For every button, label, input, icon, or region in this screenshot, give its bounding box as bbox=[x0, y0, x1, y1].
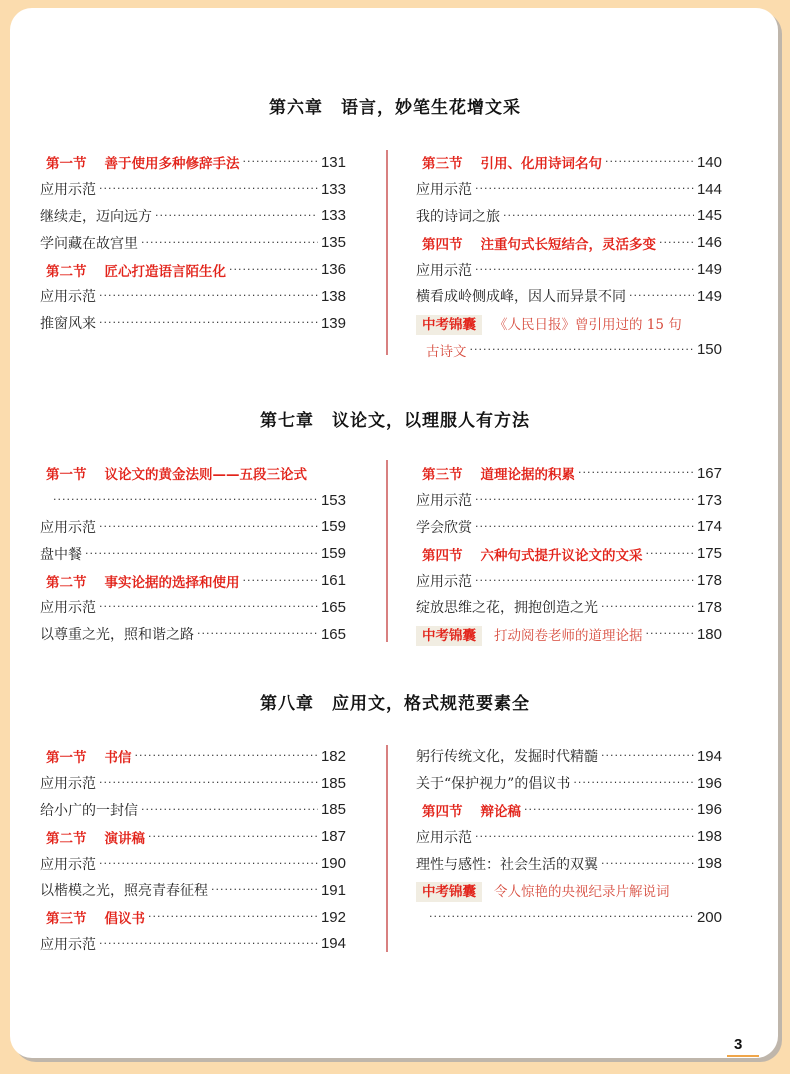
dot-leader bbox=[429, 910, 694, 924]
toc-entry[interactable] bbox=[40, 823, 346, 850]
entry-label bbox=[416, 517, 472, 537]
entry-label bbox=[416, 746, 598, 766]
dot-leader bbox=[578, 466, 694, 480]
dot-leader bbox=[141, 236, 318, 250]
dot-leader bbox=[243, 574, 318, 588]
section-number: 第四节 bbox=[422, 547, 463, 564]
toc-entry[interactable] bbox=[416, 823, 722, 850]
toc-column-left bbox=[40, 149, 346, 337]
entry-label bbox=[416, 152, 602, 172]
dot-leader bbox=[475, 263, 694, 277]
entry-title: 绽放思维之花，拥抱创造之光 bbox=[416, 600, 598, 617]
section-number: 第二节 bbox=[46, 263, 87, 280]
dot-leader bbox=[601, 600, 694, 614]
toc-column-right bbox=[416, 460, 722, 648]
page-ref: 185 bbox=[320, 801, 346, 819]
entry-label bbox=[40, 571, 240, 591]
page-ref: 140 bbox=[696, 153, 722, 171]
page-ref: 149 bbox=[696, 261, 722, 279]
chapter-title bbox=[0, 93, 790, 118]
page-ref: 153 bbox=[320, 491, 346, 509]
entry-label bbox=[416, 313, 682, 333]
dot-leader bbox=[629, 289, 694, 303]
toc-entry[interactable] bbox=[40, 567, 346, 594]
section-number: 第一节 bbox=[46, 156, 87, 173]
page-ref: 198 bbox=[696, 828, 722, 846]
column-divider bbox=[386, 150, 388, 355]
dot-leader bbox=[135, 749, 318, 763]
entry-title: 学问藏在故宫里 bbox=[40, 235, 138, 252]
toc-entry[interactable] bbox=[40, 850, 346, 877]
toc-entry[interactable] bbox=[416, 567, 722, 594]
page-ref: 196 bbox=[696, 801, 722, 819]
entry-title: 以楷模之光，照亮青春征程 bbox=[40, 883, 208, 900]
dot-leader bbox=[85, 547, 318, 561]
section-number: 第二节 bbox=[46, 574, 87, 591]
entry-label bbox=[416, 597, 598, 617]
entry-label bbox=[416, 800, 521, 820]
chapter-name: 议论文，以理服人有方法 bbox=[332, 411, 530, 431]
entry-title: 给小广的一封信 bbox=[40, 802, 138, 819]
toc-entry[interactable] bbox=[416, 203, 722, 230]
entry-title: 盘中餐 bbox=[40, 546, 82, 563]
toc-entry[interactable] bbox=[40, 743, 346, 770]
page-ref: 200 bbox=[696, 908, 722, 926]
toc-entry[interactable] bbox=[416, 460, 722, 487]
entry-label bbox=[40, 152, 240, 172]
section-title: 善于使用多种修辞手法 bbox=[104, 156, 240, 173]
page-ref: 133 bbox=[320, 207, 346, 225]
toc-entry[interactable] bbox=[40, 310, 346, 337]
dot-leader bbox=[148, 910, 318, 924]
dot-leader bbox=[99, 937, 318, 951]
chapter-title bbox=[0, 689, 790, 714]
page-ref: 190 bbox=[320, 855, 346, 873]
dot-leader bbox=[99, 776, 318, 790]
entry-title: 应用示范 bbox=[416, 573, 472, 590]
section-number: 第三节 bbox=[422, 467, 463, 484]
toc-entry[interactable] bbox=[40, 229, 346, 256]
section-number: 第四节 bbox=[422, 803, 463, 820]
dot-leader bbox=[601, 749, 694, 763]
toc-entry[interactable] bbox=[416, 797, 722, 824]
dot-leader bbox=[229, 263, 318, 277]
entry-label bbox=[40, 934, 96, 954]
page-ref: 161 bbox=[320, 572, 346, 590]
page-ref: 173 bbox=[696, 491, 722, 509]
section-number: 第三节 bbox=[422, 156, 463, 173]
page-ref: 191 bbox=[320, 881, 346, 899]
section-number: 第二节 bbox=[46, 830, 87, 847]
section-title: 倡议书 bbox=[104, 911, 145, 928]
dot-leader bbox=[141, 803, 318, 817]
tip-title: 《人民日报》曾引用过的 15 句 bbox=[494, 317, 682, 334]
toc-entry[interactable] bbox=[40, 514, 346, 541]
dot-leader bbox=[475, 520, 694, 534]
entry-title: 以尊重之光，照和谐之路 bbox=[40, 627, 194, 644]
toc-entry[interactable] bbox=[416, 229, 722, 256]
toc-entry[interactable] bbox=[40, 594, 346, 621]
dot-leader bbox=[475, 830, 694, 844]
entry-label bbox=[416, 233, 656, 253]
column-divider bbox=[386, 745, 388, 952]
toc-entry[interactable] bbox=[40, 904, 346, 931]
dot-leader bbox=[573, 776, 694, 790]
entry-label bbox=[40, 773, 96, 793]
dot-leader bbox=[475, 182, 694, 196]
entry-label bbox=[416, 206, 500, 226]
page-ref: 165 bbox=[320, 625, 346, 643]
page-ref: 175 bbox=[696, 545, 722, 563]
toc-entry[interactable] bbox=[40, 149, 346, 176]
entry-title: 应用示范 bbox=[416, 829, 472, 846]
toc-entry[interactable] bbox=[40, 797, 346, 824]
chapter-number: 第七章 bbox=[260, 411, 314, 431]
entry-title: 推窗风来 bbox=[40, 316, 96, 333]
page-ref: 178 bbox=[696, 598, 722, 616]
entry-title: 应用示范 bbox=[40, 776, 96, 793]
page-ref: 139 bbox=[320, 314, 346, 332]
toc-entry[interactable] bbox=[416, 149, 722, 176]
entry-title: 我的诗词之旅 bbox=[416, 208, 500, 225]
page-ref: 167 bbox=[696, 464, 722, 482]
entry-label bbox=[40, 597, 96, 617]
toc-column-left bbox=[40, 460, 346, 648]
toc-entry[interactable] bbox=[40, 203, 346, 230]
page-ref: 180 bbox=[696, 625, 722, 643]
tip-badge: 中考锦囊 bbox=[416, 315, 482, 335]
toc-column-left bbox=[40, 743, 346, 957]
section-number: 第一节 bbox=[46, 750, 87, 767]
dot-leader bbox=[53, 493, 318, 507]
dot-leader bbox=[475, 574, 694, 588]
section-title: 道理论据的积累 bbox=[480, 467, 575, 484]
entry-label bbox=[40, 517, 96, 537]
page-ref: 144 bbox=[696, 180, 722, 198]
page-ref: 136 bbox=[320, 261, 346, 279]
entry-title: 应用示范 bbox=[40, 519, 96, 536]
dot-leader bbox=[601, 857, 694, 871]
toc-entry[interactable] bbox=[40, 770, 346, 797]
dot-leader bbox=[99, 316, 318, 330]
entry-label bbox=[40, 179, 96, 199]
page-ref: 178 bbox=[696, 572, 722, 590]
dot-leader bbox=[99, 857, 318, 871]
page-ref: 135 bbox=[320, 234, 346, 252]
dot-leader bbox=[99, 182, 318, 196]
dot-leader bbox=[155, 209, 318, 223]
toc-entry[interactable] bbox=[416, 310, 722, 337]
toc-entry[interactable] bbox=[416, 283, 722, 310]
entry-title: 躬行传统文化，发掘时代精髓 bbox=[416, 749, 598, 766]
entry-label bbox=[416, 624, 643, 644]
entry-title: 学会欣赏 bbox=[416, 519, 472, 536]
entry-label bbox=[40, 544, 82, 564]
dot-leader bbox=[197, 627, 318, 641]
toc-entry[interactable] bbox=[416, 487, 722, 514]
entry-label bbox=[40, 313, 96, 333]
page-ref: 146 bbox=[696, 234, 722, 252]
section-title: 辩论稿 bbox=[480, 803, 521, 820]
entry-label bbox=[416, 571, 472, 591]
toc-entry[interactable] bbox=[40, 621, 346, 648]
toc-entry[interactable] bbox=[40, 256, 346, 283]
entry-label bbox=[40, 463, 307, 483]
page-ref: 198 bbox=[696, 855, 722, 873]
toc-entry[interactable] bbox=[416, 256, 722, 283]
entry-label bbox=[416, 260, 472, 280]
chapter-title bbox=[0, 406, 790, 431]
entry-title: 应用示范 bbox=[40, 856, 96, 873]
toc-column-right bbox=[416, 149, 722, 363]
page-ref: 149 bbox=[696, 287, 722, 305]
entry-label bbox=[40, 746, 132, 766]
dot-leader bbox=[470, 343, 694, 357]
page-ref: 138 bbox=[320, 287, 346, 305]
section-title: 事实论据的选择和使用 bbox=[104, 574, 240, 591]
entry-label bbox=[416, 490, 472, 510]
page-ref: 194 bbox=[696, 747, 722, 765]
section-number: 第三节 bbox=[46, 911, 87, 928]
entry-title: 应用示范 bbox=[40, 936, 96, 953]
dot-leader bbox=[99, 289, 318, 303]
chapter-name: 应用文，格式规范要素全 bbox=[332, 694, 530, 714]
toc-entry[interactable] bbox=[40, 176, 346, 203]
tip-title: 令人惊艳的央视纪录片解说词 bbox=[494, 884, 670, 901]
entry-label bbox=[40, 624, 194, 644]
entry-title: 应用示范 bbox=[40, 600, 96, 617]
page-ref: 133 bbox=[320, 180, 346, 198]
entry-title: 应用示范 bbox=[416, 493, 472, 510]
entry-label bbox=[40, 880, 208, 900]
dot-leader bbox=[243, 155, 318, 169]
section-number: 第一节 bbox=[46, 467, 87, 484]
section-title: 注重句式长短结合，灵活多变 bbox=[480, 236, 656, 253]
dot-leader bbox=[503, 209, 694, 223]
entry-label bbox=[40, 233, 138, 253]
toc-entry[interactable] bbox=[40, 540, 346, 567]
page-ref: 192 bbox=[320, 908, 346, 926]
entry-label bbox=[416, 854, 598, 874]
entry-label bbox=[416, 286, 626, 306]
toc-entry[interactable] bbox=[416, 743, 722, 770]
dot-leader bbox=[148, 830, 318, 844]
toc-entry[interactable] bbox=[416, 850, 722, 877]
toc-entry[interactable] bbox=[416, 594, 722, 621]
entry-label bbox=[416, 880, 670, 900]
tip-badge: 中考锦囊 bbox=[416, 626, 482, 646]
toc-entry[interactable] bbox=[416, 770, 722, 797]
dot-leader bbox=[99, 520, 318, 534]
entry-label bbox=[40, 206, 152, 226]
page-ref: 159 bbox=[320, 545, 346, 563]
entry-title: 继续走，迈向远方 bbox=[40, 208, 152, 225]
page-ref: 196 bbox=[696, 774, 722, 792]
entry-title: 理性与感性：社会生活的双翼 bbox=[416, 856, 598, 873]
toc-entry[interactable] bbox=[416, 621, 722, 648]
entry-label bbox=[416, 544, 643, 564]
section-title: 引用、化用诗词名句 bbox=[480, 156, 602, 173]
page-number-underline bbox=[727, 1055, 759, 1057]
tip-badge: 中考锦囊 bbox=[416, 882, 482, 902]
toc-entry[interactable] bbox=[40, 283, 346, 310]
entry-label bbox=[40, 907, 145, 927]
toc-entry-continuation[interactable] bbox=[416, 337, 722, 364]
chapter-name: 语言，妙笔生花增文采 bbox=[341, 98, 521, 118]
dot-leader bbox=[99, 600, 318, 614]
chapter-number: 第八章 bbox=[260, 694, 314, 714]
entry-continuation: 古诗文 bbox=[426, 343, 467, 360]
entry-title: 应用示范 bbox=[416, 182, 472, 199]
entry-label bbox=[416, 179, 472, 199]
toc-entry[interactable] bbox=[40, 877, 346, 904]
section-title: 六种句式提升议论文的文采 bbox=[480, 547, 643, 564]
section-title: 议论文的黄金法则——五段三论式 bbox=[104, 467, 307, 484]
dot-leader bbox=[605, 155, 694, 169]
page-ref: 131 bbox=[320, 153, 346, 171]
page-ref: 174 bbox=[696, 518, 722, 536]
toc-entry[interactable] bbox=[40, 931, 346, 958]
dot-leader bbox=[646, 627, 694, 641]
page-ref: 150 bbox=[696, 341, 722, 359]
section-number: 第四节 bbox=[422, 236, 463, 253]
entry-title: 横看成岭侧成峰，因人而异景不同 bbox=[416, 289, 626, 306]
tip-title: 打动阅卷老师的道理论据 bbox=[494, 628, 643, 645]
chapter-number: 第六章 bbox=[269, 98, 323, 118]
page-ref: 159 bbox=[320, 518, 346, 536]
entry-label bbox=[416, 773, 570, 793]
toc-column-right bbox=[416, 743, 722, 931]
dot-leader bbox=[475, 493, 694, 507]
toc-entry[interactable] bbox=[416, 176, 722, 203]
entry-label bbox=[40, 260, 226, 280]
entry-title: 应用示范 bbox=[40, 289, 96, 306]
column-divider bbox=[386, 460, 388, 642]
dot-leader bbox=[211, 883, 318, 897]
entry-label bbox=[40, 286, 96, 306]
entry-label bbox=[416, 827, 472, 847]
page-ref: 185 bbox=[320, 774, 346, 792]
section-title: 演讲稿 bbox=[104, 830, 145, 847]
dot-leader bbox=[659, 236, 694, 250]
page-ref: 194 bbox=[320, 935, 346, 953]
dot-leader bbox=[646, 547, 694, 561]
toc-entry[interactable] bbox=[416, 877, 722, 904]
entry-label bbox=[40, 827, 145, 847]
toc-entry[interactable] bbox=[416, 514, 722, 541]
entry-label bbox=[416, 463, 575, 483]
dot-leader bbox=[524, 803, 694, 817]
section-title: 书信 bbox=[104, 750, 132, 767]
page-ref: 145 bbox=[696, 207, 722, 225]
toc-entry[interactable] bbox=[416, 540, 722, 567]
entry-label bbox=[40, 800, 138, 820]
entry-title: 应用示范 bbox=[40, 182, 96, 199]
entry-title: 关于“保护视力”的倡议书 bbox=[416, 776, 571, 793]
page-ref: 182 bbox=[320, 747, 346, 765]
page-number: 3 bbox=[734, 1036, 743, 1053]
entry-label bbox=[40, 854, 96, 874]
page-ref: 187 bbox=[320, 828, 346, 846]
toc-entry[interactable] bbox=[40, 460, 346, 487]
section-title: 匠心打造语言陌生化 bbox=[104, 263, 226, 280]
page-ref: 165 bbox=[320, 598, 346, 616]
toc-entry-continuation[interactable] bbox=[416, 904, 722, 931]
entry-title: 应用示范 bbox=[416, 262, 472, 279]
toc-entry-continuation[interactable] bbox=[40, 487, 346, 514]
